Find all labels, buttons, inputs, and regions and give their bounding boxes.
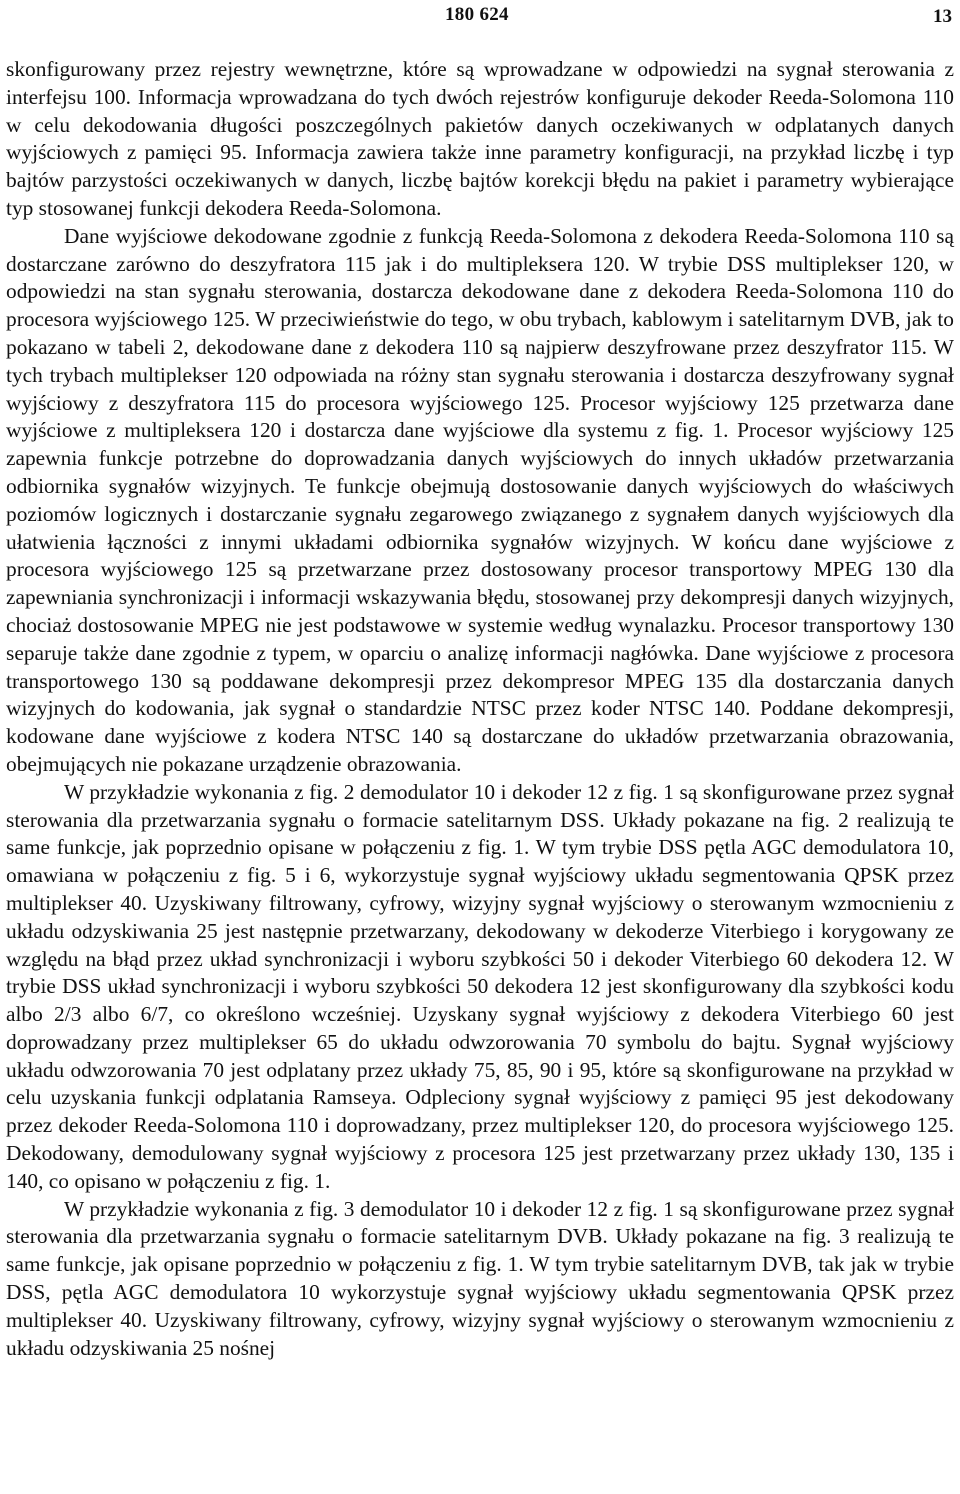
- document-number: 180 624: [445, 4, 509, 25]
- page-header: [0, 4, 960, 30]
- paragraph: Dane wyjściowe dekodowane zgodnie z funkcją Reeda-Solomona z dekodera Reeda-Solomona 110 są dostarczane zarówno do deszyfratora 115 jak i do multipleksera 120. W trybie DSS multiplekser 120, w odpowiedzi na stan sygnału sterowania, dostarcza dekodowane dane z dekodera Reeda-Solomona 110 do procesora wyjściowego 125. W przeciwieństwie do tego, w obu trybach, kablowym i satelitarnym DVB, jak to pokazano w tabeli 2, dekodowane dane z dekodera 110 są najpierw deszyfrowane przez deszyfrator 115. W tych trybach multiplekser 120 odpowiada na różny stan sygnału sterowania i dostarcza deszyfrowany sygnał wyjściowy z deszyfratora 115 do procesora wyjściowego 125. Procesor wyjściowy 125 przetwarza dane wyjściowe z multipleksera 120 i dostarcza dane wyjściowe dla systemu z fig. 1. Procesor wyjściowy 125 zapewnia funkcje potrzebne do doprowadzania danych wyjściowych do innych układów przetwarzania odbiornika sygnałów wizyjnych. Te funkcje obejmują dostosowanie danych wyjściowych do właściwych poziomów logicznych i dostarczanie sygnału zegarowego związanego z sygnałem danych wyjściowych dla ułatwienia łączności z innymi układami odbiornika sygnałów wizyjnych. W końcu dane wyjściowe z procesora wyjściowego 125 są przetwarzane przez dostosowany procesor transportowy MPEG 130 dla zapewniania synchronizacji i informacji wskazywania błędu, stosowanej przy dekompresji danych wizyjnych, chociaż dostosowanie MPEG nie jest podstawowe w systemie według wynalazku. Procesor transportowy 130 separuje także dane zgodnie z typem, w oparciu o analizę informacji nagłówka. Dane wyjściowe z procesora transportowego 130 są poddawane dekompresji przez dekompresor MPEG 135 dla dostarczania danych wizyjnych do kodowania, jak sygnał o standardzie NTSC przez koder NTSC 140. Poddane dekompresji, kodowane dane wyjściowe z kodera NTSC 140 są dostarczane do układów przetwarzania obrazowania, obejmujących nie pokazane urządzenie obrazowania.: [6, 223, 954, 776]
- body-text: [6, 56, 954, 1362]
- paragraph: W przykładzie wykonania z fig. 2 demodulator 10 i dekoder 12 z fig. 1 są skonfigurowane przez sygnał sterowania dla przetwarzania sygnału o formacie satelitarnym DSS. Układy pokazane na fig. 2 realizują te same funkcje, jak poprzednio opisane w połączeniu z fig. 1. W tym trybie DSS pętla AGC demodulatora 10, omawiana w połączeniu z fig. 5 i 6, wykorzystuje sygnał wyjściowy układu segmentowania QPSK przez multiplekser 40. Uzyskiwany filtrowany, cyfrowy, wizyjny sygnał wyjściowy o sterowanym wzmocnieniu z układu odzyskiwania 25 jest następnie przetwarzany, dekodowany w dekoderze Viterbiego i korygowany ze względu na błąd przez układ synchronizacji i wyboru szybkości 50 i dekoder Viterbiego 60 dekodera 12. W trybie DSS układ synchronizacji i wyboru szybkości 50 dekodera 12 jest skonfigurowany dla szybkości kodu albo 2/3 albo 6/7, co określono wcześniej. Uzyskany sygnał wyjściowy z dekodera Viterbiego 60 jest doprowadzany przez multiplekser 65 do układu odwzorowania 70 symbolu do bajtu. Sygnał wyjściowy układu odwzorowania 70 jest odplatany przez układy 75, 85, 90 i 95, które są skonfigurowane na przykład w celu uzyskania funkcji odplatania Ramseya. Odpleciony sygnał wyjściowy z pamięci 95 jest dekodowany przez dekoder Reeda-Solomona 110 i doprowadzany, przez multiplekser 120, do procesora wyjściowego 125. Dekodowany, demodulowany sygnał wyjściowy z procesora 125 jest przetwarzany przez układy 130, 135 i 140, co opisano w połączeniu z fig. 1.: [6, 779, 954, 1193]
- page-number: 13: [933, 6, 952, 27]
- paragraph: skonfigurowany przez rejestry wewnętrzne, które są wprowadzane w odpowiedzi na sygnał sterowania z interfejsu 100. Informacja wprowadzana do tych dwóch rejestrów konfiguruje dekoder Reeda-Solomona 110 w celu dekodowania długości poszczególnych pakietów danych oczekiwanych w odplatanych danych wyjściowych z pamięci 95. Informacja zawiera także inne parametry konfiguracji, na przykład liczbę i typ bajtów parzystości oczekiwanych w danych, liczbę bajtów korekcji błędu na pakiet i parametry wybierające typ stosowanej funkcji dekodera Reeda-Solomona.: [6, 57, 954, 220]
- paragraph: W przykładzie wykonania z fig. 3 demodulator 10 i dekoder 12 z fig. 1 są skonfigurowane przez sygnał sterowania dla przetwarzania sygnału o formacie satelitarnym DVB. Układy pokazane na fig. 3 realizują te same funkcje, jak opisane poprzednio w połączeniu z fig. 1. W tym trybie satelitarnym DVB, tak jak w trybie DSS, pętla AGC demodulatora 10 wykorzystuje sygnał wyjściowy układu segmentowania QPSK przez multiplekser 40. Uzyskiwany filtrowany, cyfrowy, wizyjny sygnał wyjściowy o sterowanym wzmocnieniu z układu odzyskiwania 25 nośnej: [6, 1196, 954, 1360]
